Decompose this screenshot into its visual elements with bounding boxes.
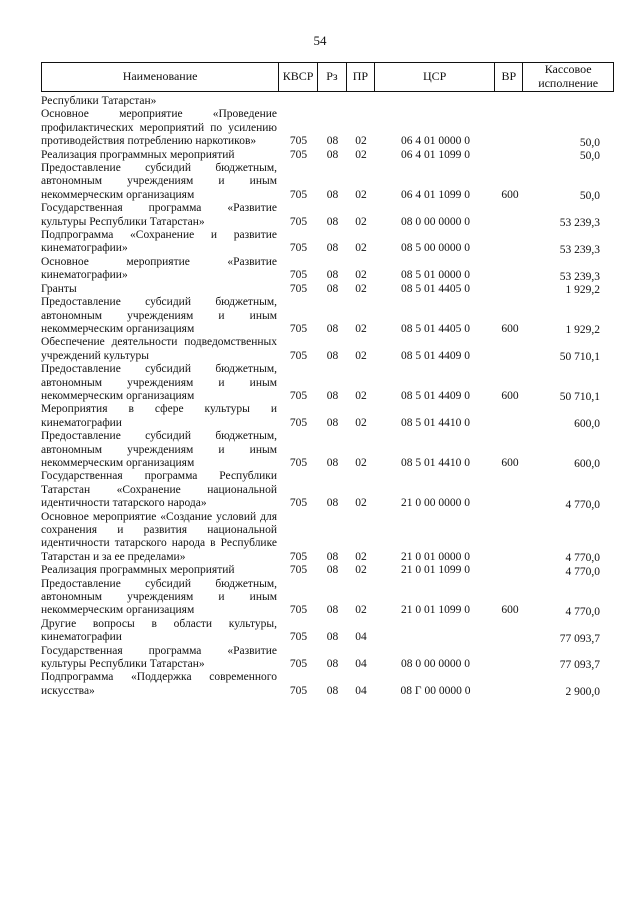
table-row (41, 403, 614, 430)
row-rz: 08 (326, 188, 339, 201)
row-kvsr: 705 (289, 684, 308, 697)
row-vr: 600 (501, 188, 519, 201)
row-amount: 77 093,7 (559, 632, 600, 645)
row-rz: 08 (326, 456, 339, 469)
row-rz: 08 (326, 148, 339, 161)
row-name: Другие вопросы в области культуры, кинематографии (41, 617, 277, 644)
row-amount: 50 710,1 (559, 351, 600, 364)
row-pr: 02 (355, 148, 367, 161)
header-pr: ПР (347, 63, 375, 91)
row-name: Государственная программа Республики Татарстан «Сохранение национальной идентичности татарского народа» (41, 470, 277, 510)
row-pr: 02 (355, 550, 367, 563)
row-rz: 08 (326, 631, 339, 644)
row-csr: 08 5 01 0000 0 (401, 269, 470, 282)
table-row (41, 578, 614, 618)
row-amount: 2 900,0 (565, 686, 600, 699)
row-csr: 08 5 01 4410 0 (401, 456, 470, 469)
table-row (41, 95, 614, 108)
header-vr: ВР (495, 63, 523, 91)
row-csr: 08 5 01 4410 0 (401, 416, 470, 429)
row-pr: 02 (355, 604, 367, 617)
row-csr: 21 0 01 1099 0 (401, 604, 470, 617)
row-csr: 21 0 01 0000 0 (401, 550, 470, 563)
row-pr: 04 (355, 684, 367, 697)
table-row (41, 470, 614, 510)
row-name: Предоставление субсидий бюджетным, автономным учреждениям и иным некоммерческим организациям (41, 577, 277, 617)
row-rz: 08 (326, 282, 339, 295)
row-amount: 4 770,0 (565, 552, 600, 565)
row-csr: 06 4 01 1099 0 (401, 148, 470, 161)
row-pr: 02 (355, 282, 367, 295)
header-amount: Кассовое исполнение (538, 62, 599, 90)
row-amount: 1 929,2 (565, 324, 600, 337)
row-csr: 08 5 01 4405 0 (401, 282, 470, 295)
row-vr: 600 (501, 604, 519, 617)
row-kvsr: 705 (289, 604, 308, 617)
row-amount: 600,0 (574, 418, 600, 431)
row-amount: 4 770,0 (565, 498, 600, 511)
row-csr: 06 4 01 0000 0 (401, 135, 470, 148)
row-csr: 08 0 00 0000 0 (401, 215, 470, 228)
row-kvsr: 705 (289, 349, 308, 362)
row-rz: 08 (326, 416, 339, 429)
row-name: Подпрограмма «Поддержка современного искусства» (41, 671, 277, 697)
table-header (41, 62, 614, 92)
row-rz: 08 (326, 135, 339, 148)
row-csr: 08 5 00 0000 0 (401, 242, 470, 255)
row-kvsr: 705 (289, 135, 308, 148)
row-kvsr: 705 (289, 456, 308, 469)
table-row (41, 336, 614, 363)
table-row (41, 296, 614, 336)
table-row (41, 202, 614, 229)
row-name: Предоставление субсидий бюджетным, автономным учреждениям и иным некоммерческим организациям (41, 430, 277, 469)
row-pr: 02 (355, 456, 367, 469)
row-name: Гранты (41, 282, 77, 295)
row-csr: 21 0 00 0000 0 (401, 497, 470, 510)
row-amount: 53 239,3 (559, 243, 600, 256)
row-kvsr: 705 (289, 322, 308, 335)
table-row (41, 618, 614, 645)
row-kvsr: 705 (289, 282, 308, 295)
row-name: Реализация программных мероприятий (41, 148, 235, 161)
row-pr: 02 (355, 242, 367, 255)
row-amount: 1 929,2 (565, 284, 600, 297)
row-rz: 08 (326, 322, 339, 335)
row-pr: 04 (355, 631, 367, 644)
row-name: Реализация программных мероприятий (41, 564, 235, 577)
table-row (41, 363, 614, 403)
header-csr: ЦСР (375, 63, 496, 91)
table-row (41, 671, 614, 698)
row-pr: 02 (355, 322, 367, 335)
row-amount: 600,0 (574, 458, 600, 471)
row-pr: 02 (355, 497, 367, 510)
row-rz: 08 (326, 604, 339, 617)
row-rz: 08 (326, 389, 339, 402)
row-vr: 600 (501, 389, 519, 402)
row-vr: 600 (501, 322, 519, 335)
row-csr: 08 5 01 4405 0 (401, 322, 470, 335)
row-kvsr: 705 (289, 658, 308, 671)
row-name: Республики Татарстан» (41, 95, 157, 107)
row-csr: 08 5 01 4409 0 (401, 349, 470, 362)
row-pr: 02 (355, 269, 367, 282)
row-kvsr: 705 (289, 148, 308, 161)
row-pr: 02 (355, 215, 367, 228)
table-row (41, 149, 614, 162)
row-pr: 02 (355, 389, 367, 402)
row-kvsr: 705 (289, 269, 308, 282)
row-kvsr: 705 (289, 188, 308, 201)
row-kvsr: 705 (289, 389, 308, 402)
page-number: 54 (313, 33, 327, 48)
row-name: Государственная программа «Развитие культуры Республики Татарстан» (41, 644, 277, 671)
row-kvsr: 705 (289, 242, 308, 255)
row-rz: 08 (326, 215, 339, 228)
row-pr: 02 (355, 135, 367, 148)
row-csr: 08 0 00 0000 0 (401, 658, 470, 671)
table-row (41, 229, 614, 256)
row-csr: 21 0 01 1099 0 (401, 564, 470, 577)
row-rz: 08 (326, 658, 339, 671)
row-csr: 06 4 01 1099 0 (401, 188, 470, 201)
row-pr: 04 (355, 658, 367, 671)
row-name: Основное мероприятие «Развитие кинематографии» (41, 255, 277, 282)
row-amount: 77 093,7 (559, 659, 600, 672)
table-row (41, 645, 614, 672)
row-kvsr: 705 (289, 215, 308, 228)
row-rz: 08 (326, 349, 339, 362)
table-body (41, 95, 614, 698)
row-name: Государственная программа «Развитие культуры Республики Татарстан» (41, 202, 277, 228)
row-name: Предоставление субсидий бюджетным, автономным учреждениям и иным некоммерческим организациям (41, 162, 277, 201)
table-row (41, 108, 614, 148)
row-amount: 50,0 (579, 136, 600, 149)
row-kvsr: 705 (289, 550, 308, 563)
row-kvsr: 705 (289, 631, 308, 644)
table-row (41, 430, 614, 470)
row-rz: 08 (326, 564, 339, 577)
row-name: Мероприятия в сфере культуры и кинематографии (41, 403, 277, 429)
header-kvsr: КВСР (279, 63, 318, 91)
row-kvsr: 705 (289, 497, 308, 510)
row-amount: 50,0 (579, 150, 600, 163)
row-rz: 08 (326, 269, 339, 282)
row-name: Обеспечение деятельности подведомственных учреждений культуры (41, 336, 277, 362)
row-pr: 02 (355, 349, 367, 362)
row-pr: 02 (355, 188, 367, 201)
row-pr: 02 (355, 564, 367, 577)
row-rz: 08 (326, 497, 339, 510)
table-row (41, 511, 614, 565)
row-name: Основное мероприятие «Создание условий для сохранения и развития национальной идентичности татарского народа в Республике Татарстан и за ее пределами» (41, 510, 277, 563)
row-kvsr: 705 (289, 564, 308, 577)
row-csr: 08 5 01 4409 0 (401, 389, 470, 402)
row-rz: 08 (326, 550, 339, 563)
row-amount: 53 239,3 (559, 270, 600, 283)
row-name: Подпрограмма «Сохранение и развитие кинематографии» (41, 229, 277, 255)
table-row (41, 283, 614, 296)
row-name: Основное мероприятие «Проведение профилактических мероприятий по усилению противодействия потреблению наркотиков» (41, 108, 277, 148)
header-rz: Рз (318, 63, 347, 91)
row-rz: 08 (326, 242, 339, 255)
row-pr: 02 (355, 416, 367, 429)
row-vr: 600 (501, 456, 519, 469)
table-row (41, 256, 614, 283)
row-amount: 4 770,0 (565, 565, 600, 578)
row-rz: 08 (326, 684, 339, 697)
row-amount: 53 239,3 (559, 217, 600, 230)
row-name: Предоставление субсидий бюджетным, автономным учреждениям и иным некоммерческим организациям (41, 363, 277, 402)
row-kvsr: 705 (289, 416, 308, 429)
table-row (41, 564, 614, 577)
row-amount: 4 770,0 (565, 605, 600, 618)
row-csr: 08 Г 00 0000 0 (400, 684, 471, 697)
row-name: Предоставление субсидий бюджетным, автономным учреждениям и иным некоммерческим организациям (41, 296, 277, 335)
row-amount: 50 710,1 (559, 391, 600, 404)
header-name: Наименование (42, 63, 279, 91)
row-amount: 50,0 (579, 190, 600, 203)
table-row (41, 162, 614, 202)
